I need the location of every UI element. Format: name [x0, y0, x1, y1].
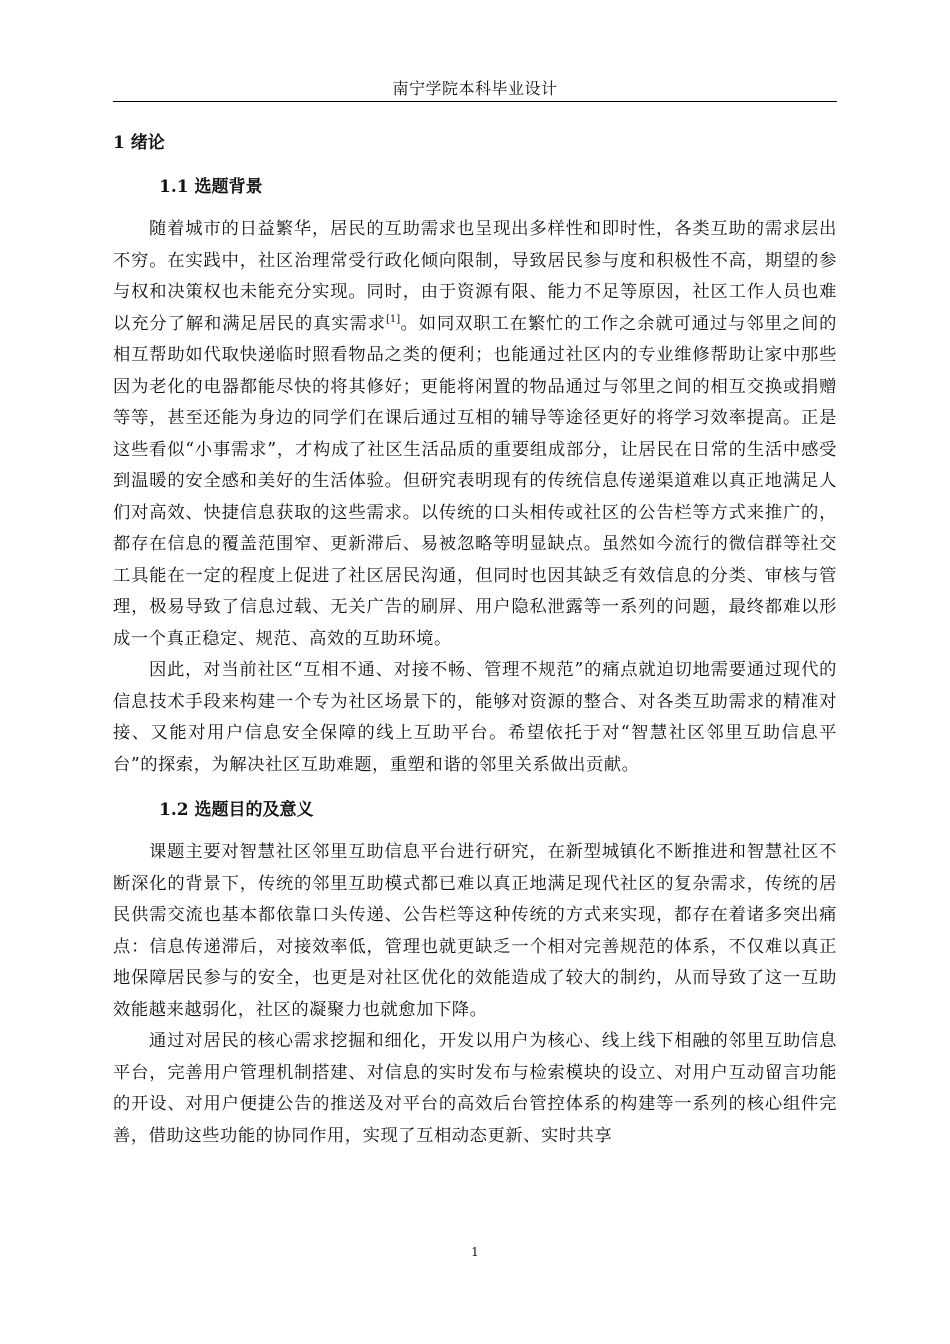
paragraph-text: 随着城市的日益繁华，居民的互助需求也呈现出多样性和即时性，各类互助的需求层出不穷。在实践中，社区治理常受行政化倾向限制，导致居民参与度和积极性不高，期望的参与权和决策权也未能充分实现。同时，由于资源有限、能力不足等原因，社区工作人员也难以充分了解和满足居民的真实需求 — [113, 219, 837, 334]
paragraph-purpose-1: 课题主要对智慧社区邻里互助信息平台进行研究，在新型城镇化不断推进和智慧社区不断深化的背景下，传统的邻里互助模式都已难以真正地满足现代社区的复杂需求，传统的居民供需交流也基本都依靠口头传递、公告栏等这种传统的方式来实现，都存在着诸多突出痛点：信息传递滞后，对接效率低，管理也就更缺乏一个相对完善规范的体系，不仅难以真正地保障居民参与的安全，也更是对社区优化的效能造成了较大的制约，从而导致了这一互助效能越来越弱化，社区的凝聚力也就愈加下降。 — [113, 842, 837, 1020]
paragraph-purpose-2: 通过对居民的核心需求挖掘和细化，开发以用户为核心、线上线下相融的邻里互助信息平台，完善用户管理机制搭建、对信息的实时发布与检索模块的设立、对用户互动留言功能的开设、对用户便捷公告的推送及对平台的高效后台管控体系的构建等一系列的核心组件完善，借助这些功能的协同作用，实现了互相动态更新、实时共享 — [113, 1031, 837, 1146]
citation-ref: [1] — [386, 313, 401, 325]
header-rule — [113, 101, 837, 102]
chapter-heading: 1 绪论 — [113, 133, 165, 153]
paragraph-background-1 — [113, 214, 837, 655]
paragraph-background-2: 因此，对当前社区“互相不通、对接不畅、管理不规范”的痛点就迫切地需要通过现代的信息技术手段来构建一个专为社区场景下的，能够对资源的整合、对各类互助需求的精准对接、又能对用户信息安全保障的线上互助平台。希望依托于对“智慧社区邻里互助信息平台”的探索，为解决社区互助难题，重塑和谐的邻里关系做出贡献。 — [113, 660, 837, 775]
paragraph-text: 。如同双职工在繁忙的工作之余就可通过与邻里之间的相互帮助如代取快递临时照看物品之类的便利；也能通过社区内的专业维修帮助让家中那些因为老化的电器都能尽快的将其修好；更能将闲置的物品通过与邻里之间的相互交换或捐赠等等，甚至还能为身边的同学们在课后通过互相的辅导等途径更好的将学习效率提高。正是这些看似“小事需求”，才构成了社区生活品质的重要组成部分，让居民在日常的生活中感受到温暖的安全感和美好的生活体验。但研究表明现有的传统信息传递渠道难以真正地满足人们对高效、快捷信息获取的这些需求。以传统的口头相传或社区的公告栏等方式来推广的，都存在信息的覆盖范围窄、更新滞后、易被忽略等明显缺点。虽然如今流行的微信群等社交工具能在一定的程度上促进了社区居民沟通，但同时也因其缺乏有效信息的分类、审核与管理，极易导致了信息过载、无关广告的刷屏、用户隐私泄露等一系列的问题，最终都难以形成一个真正稳定、规范、高效的互助环境。 — [113, 313, 837, 649]
page-number: 1 — [471, 1245, 479, 1259]
section-heading-1-2: 1.2 选题目的及意义 — [159, 800, 314, 820]
section-heading-1-1: 1.1 选题背景 — [159, 177, 263, 197]
page-content — [113, 128, 837, 1152]
running-header: 南宁学院本科毕业设计 — [392, 79, 558, 98]
